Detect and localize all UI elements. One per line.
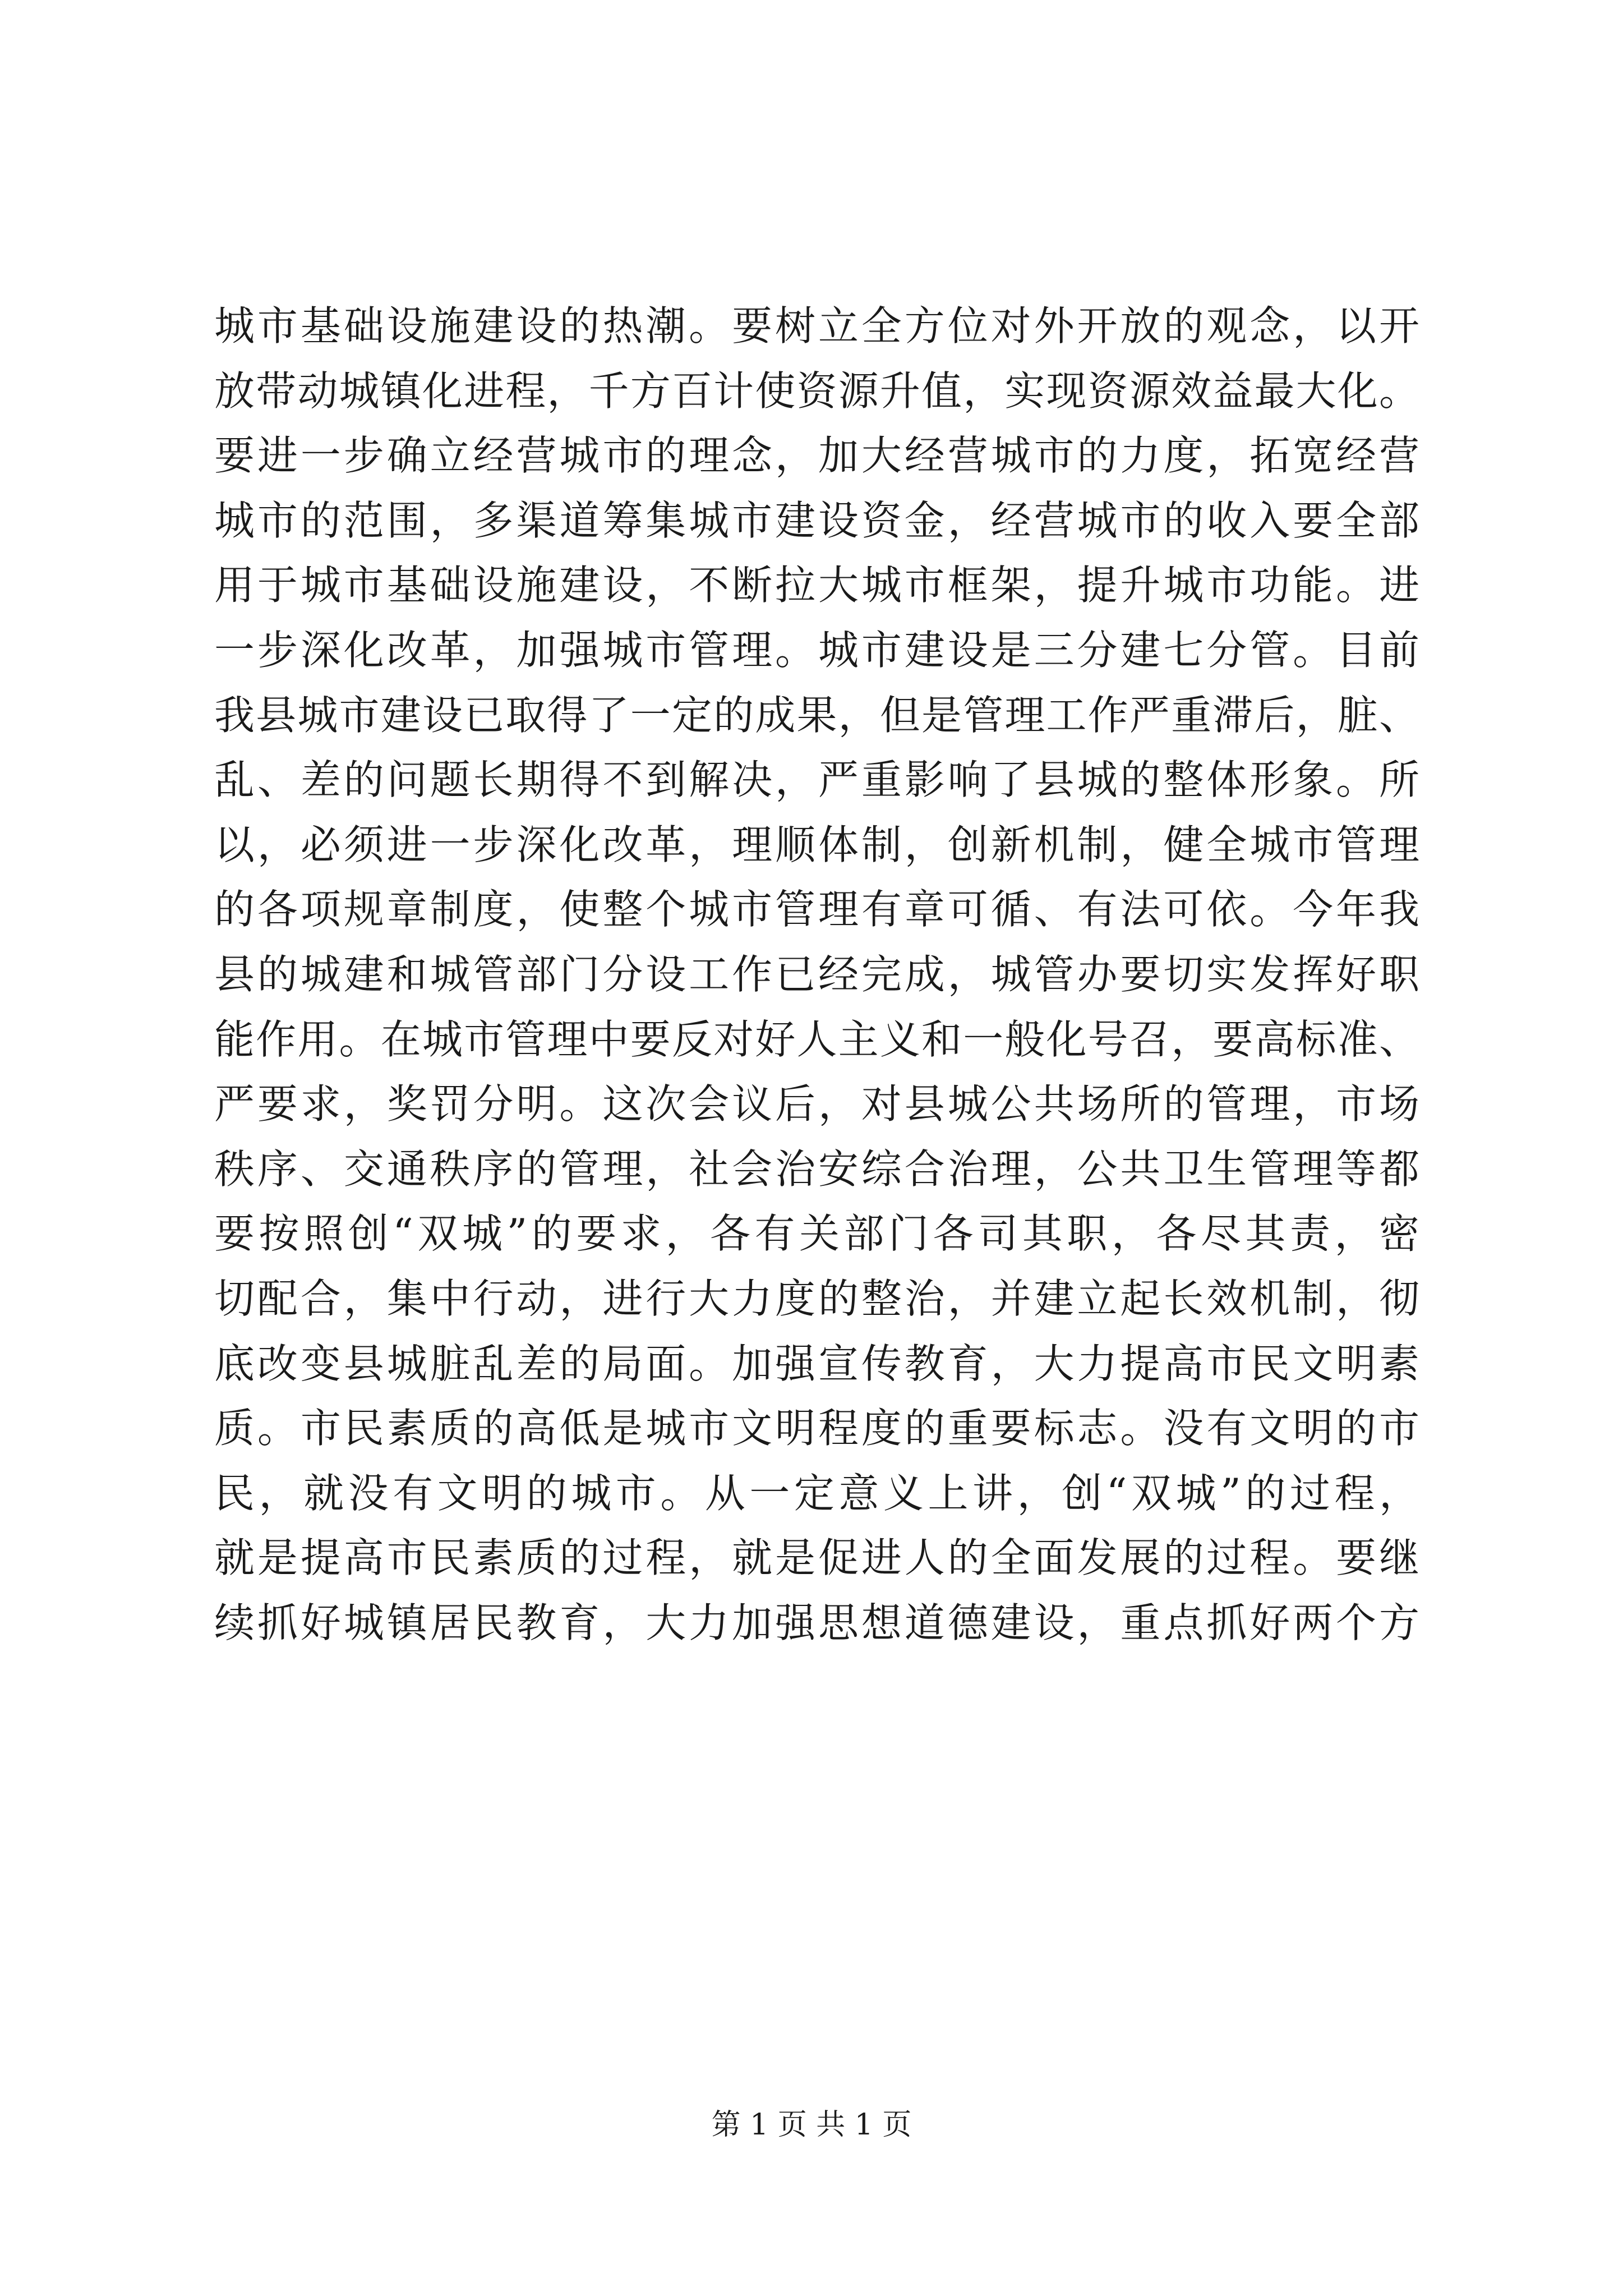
text-line: 就是提高市民素质的过程，就是促进人的全面发展的过程。要继 xyxy=(214,1534,1420,1582)
text-line: 民，就没有文明的城市。从一定意义上讲，创“双城”的过程， xyxy=(214,1469,1420,1517)
text-line: 切配合，集中行动，进行大力度的整治，并建立起长效机制，彻 xyxy=(214,1274,1420,1322)
text-line: 续抓好城镇居民教育，大力加强思想道德建设，重点抓好两个方 xyxy=(214,1599,1420,1646)
text-line: 要按照创“双城”的要求，各有关部门各司其职，各尽其责，密 xyxy=(214,1210,1420,1258)
page-number-footer: 第 1 页 共 1 页 xyxy=(711,2108,912,2142)
text-line: 县的城建和城管部门分设工作已经完成，城管办要切实发挥好职 xyxy=(214,950,1420,998)
text-line: 的各项规章制度，使整个城市管理有章可循、有法可依。今年我 xyxy=(214,886,1420,933)
text-line: 以，必须进一步深化改革，理顺体制，创新机制，健全城市管理 xyxy=(214,821,1420,868)
text-line: 能作用。在城市管理中要反对好人主义和一般化号召，要高标准、 xyxy=(214,1015,1420,1063)
text-line: 秩序、交通秩序的管理，社会治安综合治理，公共卫生管理等都 xyxy=(214,1145,1420,1193)
text-line: 一步深化改革，加强城市管理。城市建设是三分建七分管。目前 xyxy=(214,626,1420,674)
text-line: 底改变县城脏乱差的局面。加强宣传教育，大力提高市民文明素 xyxy=(214,1340,1420,1387)
text-line: 要进一步确立经营城市的理念，加大经营城市的力度，拓宽经营 xyxy=(214,432,1420,480)
text-line: 放带动城镇化进程，千方百计使资源升值，实现资源效益最大化。 xyxy=(214,367,1420,415)
text-line: 我县城市建设已取得了一定的成果，但是管理工作严重滞后，脏、 xyxy=(214,691,1420,739)
text-line: 乱、差的问题长期得不到解决，严重影响了县城的整体形象。所 xyxy=(214,756,1420,804)
text-line: 严要求，奖罚分明。这次会议后，对县城公共场所的管理，市场 xyxy=(214,1080,1420,1128)
body-text xyxy=(214,294,1420,1655)
text-line: 质。市民素质的高低是城市文明程度的重要标志。没有文明的市 xyxy=(214,1405,1420,1452)
text-line: 城市的范围，多渠道筹集城市建设资金，经营城市的收入要全部 xyxy=(214,496,1420,544)
text-line: 城市基础设施建设的热潮。要树立全方位对外开放的观念，以开 xyxy=(214,302,1420,349)
text-line: 用于城市基础设施建设，不断拉大城市框架，提升城市功能。进 xyxy=(214,562,1420,609)
